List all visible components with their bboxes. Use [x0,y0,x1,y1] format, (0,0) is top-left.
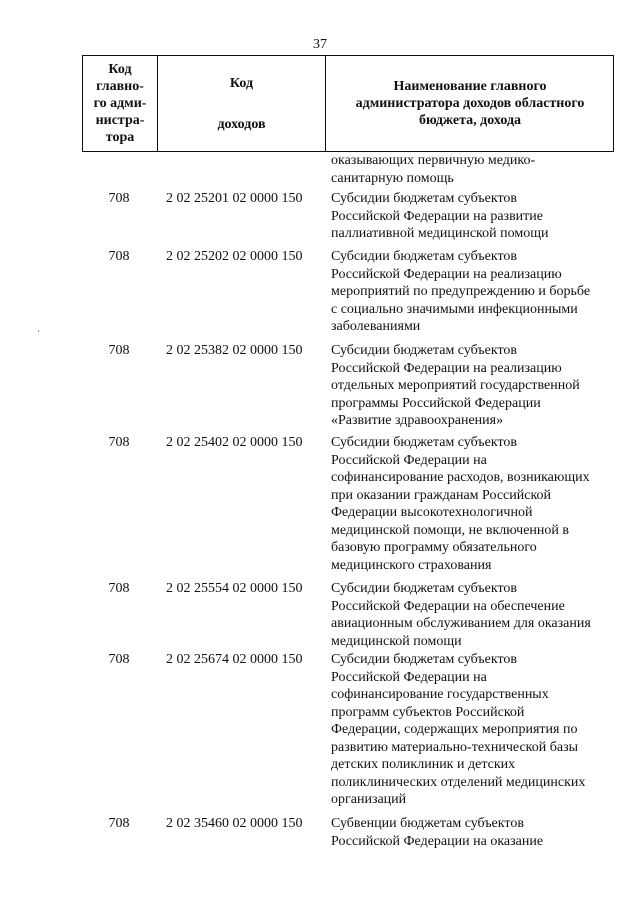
scan-mark [38,330,39,332]
income-code: 2 02 25554 02 0000 150 [166,581,303,596]
income-name: Субсидии бюджетам субъектов Российской Федерации на обеспечение авиационным обслуживанием для оказания медицинской помощи [331,581,591,649]
admin-code: 708 [108,816,130,831]
income-code: 2 02 35460 02 0000 150 [166,816,303,831]
header-income-line: Код [229,75,254,91]
income-name: Субсидии бюджетам субъектов Российской Федерации на реализацию мероприятий по предупреждению и борьбе с социально значимыми инфекционными заболеваниями [331,249,591,334]
header-income-line: доходов [217,116,266,132]
income-name: оказывающих первичную медико- санитарную помощь [331,153,536,186]
income-code: 2 02 25674 02 0000 150 [166,652,303,667]
table-header [82,55,614,152]
income-name: Субсидии бюджетам субъектов Российской Федерации на реализацию отдельных мероприятий государственной программы Российской Федерации «Развитие здравоохранения» [331,343,580,428]
income-name: Субсидии бюджетам субъектов Российской Федерации на софинансирование государственных программ субъектов Российской Федерации, содержащих мероприятия по развитию материально-технической базы детских поликлиник и детских поликлинических отделений медицинских организаций [331,652,586,807]
income-code: 2 02 25382 02 0000 150 [166,343,303,358]
header-name-line: бюджета, дохода [418,113,522,128]
header-admin-line: Код [108,62,132,77]
page-number: 37 [313,37,327,52]
header-admin-line: нистра- [95,113,145,128]
admin-code: 708 [108,249,130,264]
admin-code: 708 [108,652,130,667]
income-name: Субсидии бюджетам субъектов Российской Федерации на софинансирование расходов, возникающих при оказании гражданам Российской Федерации высокотехнологичной медицинской помощи, не включенной в базовую программу обязательного медицинского страхования [331,435,590,573]
header-admin-line: го адми- [93,96,147,111]
income-code: 2 02 25202 02 0000 150 [166,249,303,264]
header-admin-line: главно- [96,79,144,94]
income-code: 2 02 25402 02 0000 150 [166,435,303,450]
admin-code: 708 [108,343,130,358]
admin-code: 708 [108,435,130,450]
admin-code: 708 [108,581,130,596]
income-name: Субсидии бюджетам субъектов Российской Федерации на развитие паллиативной медицинской помощи [331,191,549,241]
header-name-line: администратора доходов областного [355,96,585,111]
admin-code: 708 [108,191,130,206]
header-admin-line: тора [105,130,135,145]
header-income-code [158,56,325,151]
header-admin-code [83,56,157,151]
header-name-line: Наименование главного [393,79,547,94]
header-name [326,56,614,151]
income-code: 2 02 25201 02 0000 150 [166,191,303,206]
income-name: Субвенции бюджетам субъектов Российской Федерации на оказание [331,816,544,849]
